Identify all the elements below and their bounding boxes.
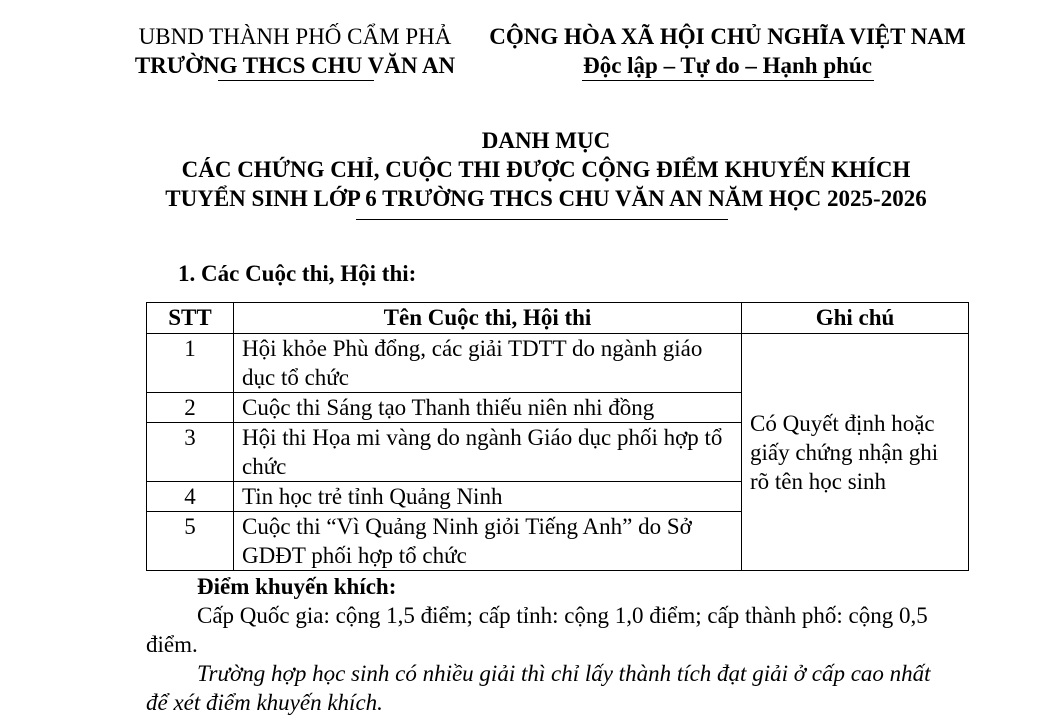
table-row: [147, 334, 969, 393]
issuer-school: TRƯỜNG THCS CHU VĂN AN: [134, 53, 456, 78]
title-underline: [356, 219, 728, 220]
row-stt: 5: [147, 512, 234, 571]
row-name: Hội khỏe Phù đổng, các giải TDTT do ngành giáo dục tổ chức: [234, 334, 742, 393]
row-stt: 1: [147, 334, 234, 393]
row-stt: 2: [147, 393, 234, 423]
motto-underline: [582, 80, 874, 81]
issuer-block: [110, 22, 480, 80]
merged-note: Có Quyết định hoặc giấy chứng nhận ghi rõ tên học sinh: [742, 334, 969, 571]
header-name: Tên Cuộc thi, Hội thi: [234, 303, 742, 334]
section-heading: 1. Các Cuộc thi, Hội thi:: [178, 261, 417, 286]
row-name: Hội thi Họa mi vàng do ngành Giáo dục phối hợp tổ chức: [234, 423, 742, 482]
table-header-row: [147, 303, 969, 334]
issuer-authority: UBND THÀNH PHỐ CẨM PHẢ: [138, 24, 452, 49]
national-motto: Độc lập – Tự do – Hạnh phúc: [583, 53, 872, 78]
header-stt: STT: [147, 303, 234, 334]
row-stt: 3: [147, 423, 234, 482]
national-name: CỘNG HÒA XÃ HỘI CHỦ NGHĨA VIỆT NAM: [489, 24, 966, 49]
national-motto-block: [475, 22, 980, 80]
row-name: Cuộc thi Sáng tạo Thanh thiếu niên nhi đồng: [234, 393, 742, 423]
row-stt: 4: [147, 482, 234, 512]
document-title: [0, 126, 1040, 213]
points-note: Trường hợp học sinh có nhiều giải thì chỉ lấy thành tích đạt giải ở cấp cao nhất để xét điểm khuyến khích.: [146, 661, 931, 715]
points-heading: Điểm khuyến khích:: [197, 574, 397, 599]
row-name: Cuộc thi “Vì Quảng Ninh giỏi Tiếng Anh” do Sở GDĐT phối hợp tổ chức: [234, 512, 742, 571]
issuer-underline: [218, 80, 374, 81]
title-line-3: TUYỂN SINH LỚP 6 TRƯỜNG THCS CHU VĂN AN NĂM HỌC 2025-2026: [165, 186, 927, 211]
title-line-1: DANH MỤC: [481, 128, 611, 153]
title-line-2: CÁC CHỨNG CHỈ, CUỘC THI ĐƯỢC CỘNG ĐIỂM KHUYẾN KHÍCH: [181, 157, 911, 182]
competitions-table: [146, 302, 969, 571]
points-text: Cấp Quốc gia: cộng 1,5 điểm; cấp tỉnh: cộng 1,0 điểm; cấp thành phố: cộng 0,5 điểm.: [146, 603, 928, 657]
row-name: Tin học trẻ tỉnh Quảng Ninh: [234, 482, 742, 512]
header-note: Ghi chú: [742, 303, 969, 334]
